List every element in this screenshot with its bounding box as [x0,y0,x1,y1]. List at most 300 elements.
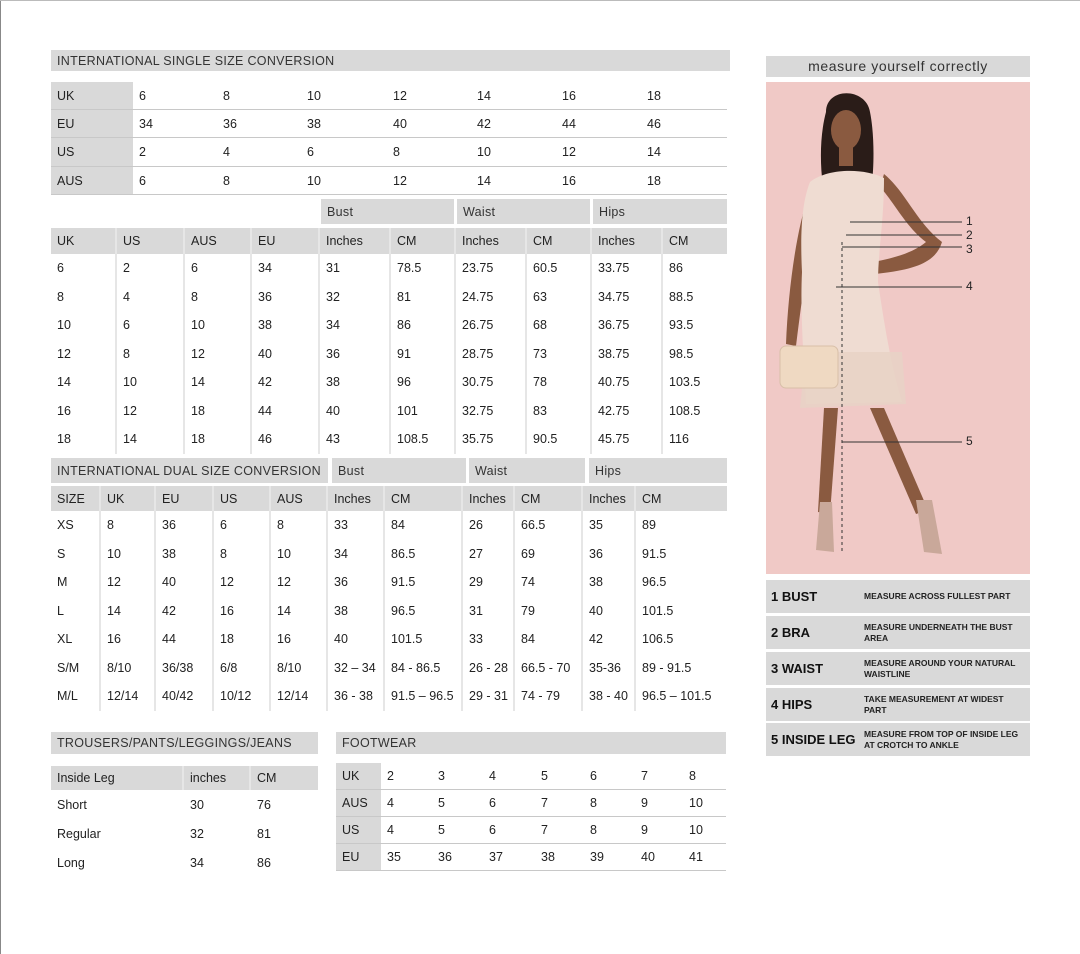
dual-cell: 12 [271,568,328,597]
dual-cell: S [51,540,101,569]
legend-key: 5 INSIDE LEG [771,732,856,747]
body-cell: 6 [51,254,117,283]
footwear-cell: 8 [584,790,635,817]
body-group-waist: Waist [457,199,590,224]
legend-hips [766,688,1030,721]
single-cell: 8 [217,82,301,110]
footwear-cell: 6 [483,790,535,817]
body-cell: 23.75 [456,254,527,283]
dual-cell: 35-36 [583,654,636,683]
footwear-cell: 38 [535,844,584,871]
body-cell: 42.75 [592,397,663,426]
dual-cell: 74 - 79 [515,682,583,711]
legend-bra [766,616,1030,649]
dual-col-header: UK [101,486,156,511]
body-cell: 83 [527,397,592,426]
body-cell: 68 [527,311,592,340]
body-cell: 90.5 [527,425,592,454]
dual-cell: 12 [214,568,271,597]
body-cell: 36 [252,283,320,312]
footwear-label: US [336,817,381,844]
dual-group-hips: Hips [589,458,727,483]
footwear-cell: 37 [483,844,535,871]
dual-cell: 86.5 [385,540,463,569]
body-cell: 8 [51,283,117,312]
dual-cell: 66.5 [515,511,583,540]
footwear-row-uk [336,763,726,790]
body-cell: 24.75 [456,283,527,312]
body-cell: 63 [527,283,592,312]
dual-cell: M/L [51,682,101,711]
body-cell: 78.5 [391,254,456,283]
dual-cell: 40 [583,597,636,626]
footwear-label: EU [336,844,381,871]
body-cell: 14 [117,425,185,454]
footwear-row-us [336,817,726,844]
footwear-cell: 5 [432,790,483,817]
marker-label: 1 [966,214,973,228]
dual-cell: 35 [583,511,636,540]
body-group-hips: Hips [593,199,727,224]
dual-cell: 40/42 [156,682,214,711]
single-row-us [51,138,727,167]
dual-cell: 101.5 [642,603,674,618]
dual-cell: 101.5 [385,625,463,654]
body-row [51,368,727,397]
dual-cell: 69 [515,540,583,569]
body-cell: 103.5 [669,375,701,390]
single-label: US [51,138,133,167]
dual-cell: 36/38 [156,654,214,683]
body-cell: 78 [527,368,592,397]
dual-col-header: Inches [328,486,385,511]
legend-waist [766,652,1030,685]
model-figure-illustration [766,82,1030,574]
footwear-cell: 36 [432,844,483,871]
dual-row [51,568,727,597]
dual-cell: 38 [156,540,214,569]
dual-cell: 34 [328,540,385,569]
body-cell: 108.5 [669,403,701,418]
body-cell: 18 [185,425,252,454]
dual-cell: 96.5 [642,575,667,590]
dual-col-header: Inches [463,486,515,511]
body-row [51,254,727,283]
marker-label: 5 [966,434,973,448]
single-label: EU [51,110,133,138]
dual-cell: 8 [214,540,271,569]
footwear-cell: 3 [432,763,483,790]
body-cell: 8 [117,340,185,369]
dual-cell: 96.5 [385,597,463,626]
footwear-cell: 7 [635,763,683,790]
legend-key: 3 WAIST [771,661,824,676]
dual-size-table [51,486,727,711]
dual-cell: 36 - 38 [328,682,385,711]
dual-col-header: EU [156,486,214,511]
footwear-cell: 5 [432,817,483,844]
legend-key: 4 HIPS [771,697,813,712]
dual-row [51,654,727,683]
footwear-cell: 2 [381,763,432,790]
trousers-cell: 86 [257,855,271,870]
body-cell: 36.75 [592,311,663,340]
body-col-header: UK [51,228,117,254]
dual-cell: 12/14 [271,682,328,711]
single-label: UK [51,82,133,110]
body-cell: 98.5 [669,346,694,361]
dual-cell: M [51,568,101,597]
trousers-row [51,848,318,877]
body-cell: 32.75 [456,397,527,426]
body-cell: 73 [527,340,592,369]
body-cell: 32 [320,283,391,312]
body-cell: 108.5 [391,425,456,454]
single-cell: 10 [301,82,387,110]
body-cell: 46 [252,425,320,454]
body-cell: 30.75 [456,368,527,397]
dual-cell: 40 [328,625,385,654]
single-cell: 12 [387,167,471,195]
dual-cell: 33 [463,625,515,654]
dual-cell: 10/12 [214,682,271,711]
body-col-header: US [117,228,185,254]
dual-cell: 74 [515,568,583,597]
body-cell: 91 [391,340,456,369]
page-frame-top [0,0,1080,1]
dual-cell: 12/14 [101,682,156,711]
dual-col-header: CM [515,486,583,511]
body-cell: 38 [252,311,320,340]
footwear-cell: 6 [584,763,635,790]
footwear-cell: 4 [381,817,432,844]
footwear-cell: 5 [535,763,584,790]
body-cell: 40 [252,340,320,369]
dual-col-header: Inches [583,486,636,511]
dual-col-header: US [214,486,271,511]
dual-cell: 38 [328,597,385,626]
body-group-bust: Bust [321,199,454,224]
dual-size-title: INTERNATIONAL DUAL SIZE CONVERSION [51,458,328,483]
single-cell: 18 [641,167,727,195]
dual-row [51,682,727,711]
body-cell: 26.75 [456,311,527,340]
body-header-row [51,228,727,254]
trousers-row [51,819,318,848]
trousers-col-header: Inside Leg [51,766,184,790]
footwear-title: FOOTWEAR [336,732,726,754]
body-row [51,340,727,369]
body-row [51,397,727,426]
single-cell: 10 [301,167,387,195]
single-cell: 18 [641,82,727,110]
trousers-table [51,766,318,877]
body-row [51,283,727,312]
dual-cell: S/M [51,654,101,683]
body-cell: 36 [320,340,391,369]
single-cell: 38 [301,110,387,138]
dual-group-waist: Waist [469,458,585,483]
body-cell: 60.5 [527,254,592,283]
single-cell: 6 [133,167,217,195]
body-cell: 28.75 [456,340,527,369]
dual-cell: 106.5 [642,632,674,647]
body-col-header: AUS [185,228,252,254]
single-size-title: INTERNATIONAL SINGLE SIZE CONVERSION [51,50,730,71]
body-col-header: Inches [456,228,527,254]
dual-cell: 10 [101,540,156,569]
dual-row [51,625,727,654]
footwear-cell: 40 [635,844,683,871]
body-cell: 81 [391,283,456,312]
body-cell: 10 [117,368,185,397]
body-col-header: CM [663,228,727,254]
dual-cell: 26 - 28 [463,654,515,683]
legend-bust [766,580,1030,613]
body-cell: 35.75 [456,425,527,454]
dual-cell: 29 - 31 [463,682,515,711]
dual-cell: 8 [101,511,156,540]
body-cell: 10 [51,311,117,340]
single-cell: 42 [471,110,556,138]
single-cell: 40 [387,110,471,138]
trousers-cell: Short [57,797,87,812]
dual-cell: 16 [271,625,328,654]
dual-cell: 38 - 40 [583,682,636,711]
model-photo [766,82,1030,574]
single-cell: 14 [471,82,556,110]
body-cell: 38 [320,368,391,397]
marker-label: 3 [966,242,973,256]
trousers-title: TROUSERS/PANTS/LEGGINGS/JEANS [51,732,318,754]
dual-header-row [51,486,727,511]
dual-cell: 36 [156,511,214,540]
body-col-header: Inches [320,228,391,254]
body-cell: 14 [51,368,117,397]
single-label: AUS [51,167,133,195]
dual-cell: 32 – 34 [328,654,385,683]
dual-cell: XL [51,625,101,654]
body-cell: 44 [252,397,320,426]
dual-cell: 91.5 [642,546,667,561]
trousers-cell: 30 [190,797,204,812]
dual-cell: 91.5 [385,568,463,597]
legend-desc: MEASURE FROM TOP OF INSIDE LEG AT CROTCH TO ANKLE [864,728,1019,750]
single-row-uk [51,82,727,110]
body-cell: 10 [185,311,252,340]
body-cell: 8 [185,283,252,312]
single-cell: 44 [556,110,641,138]
dual-cell: 36 [583,540,636,569]
single-row-eu [51,110,727,138]
footwear-cell: 10 [683,817,726,844]
dual-col-header: AUS [271,486,328,511]
footwear-row-eu [336,844,726,871]
dual-cell: 36 [328,568,385,597]
footwear-label: UK [336,763,381,790]
body-cell: 12 [51,340,117,369]
trousers-cell: Long [57,855,85,870]
dual-cell: 16 [214,597,271,626]
single-cell: 16 [556,167,641,195]
single-cell: 36 [217,110,301,138]
body-col-header: CM [527,228,592,254]
body-cell: 6 [117,311,185,340]
single-cell: 2 [133,138,217,167]
dual-cell: 8 [271,511,328,540]
marker-label: 2 [966,228,973,242]
trousers-header-row [51,766,318,790]
dual-col-header: CM [385,486,463,511]
trousers-cell: Regular [57,826,101,841]
footwear-cell: 4 [381,790,432,817]
body-cell: 2 [117,254,185,283]
dual-cell: 8/10 [271,654,328,683]
body-cell: 101 [391,397,456,426]
footwear-cell: 39 [584,844,635,871]
dual-row [51,540,727,569]
dual-cell: 84 - 86.5 [385,654,463,683]
dual-cell: 26 [463,511,515,540]
body-measurement-table [51,228,727,454]
body-cell: 45.75 [592,425,663,454]
body-cell: 18 [185,397,252,426]
dual-cell: 18 [214,625,271,654]
dual-cell: 38 [583,568,636,597]
dual-cell: 29 [463,568,515,597]
body-cell: 96 [391,368,456,397]
dual-cell: 14 [271,597,328,626]
footwear-cell: 10 [683,790,726,817]
dual-cell: 66.5 - 70 [515,654,583,683]
footwear-cell: 7 [535,817,584,844]
dual-cell: 12 [101,568,156,597]
page-frame-left [0,0,1,954]
dual-cell: 40 [156,568,214,597]
footwear-cell: 4 [483,763,535,790]
dual-cell: 8/10 [101,654,156,683]
body-cell: 93.5 [669,318,694,333]
dual-cell: L [51,597,101,626]
footwear-cell: 6 [483,817,535,844]
legend-desc: MEASURE AROUND YOUR NATURAL WAISTLINE [864,657,1016,679]
trousers-cell: 76 [257,797,271,812]
legend-desc: MEASURE UNDERNEATH THE BUST AREA [864,621,1013,643]
body-cell: 6 [185,254,252,283]
trousers-cell: 81 [257,826,271,841]
body-cell: 116 [669,432,689,447]
dual-cell: 96.5 – 101.5 [642,689,712,704]
dual-cell: 16 [101,625,156,654]
body-col-header: EU [252,228,320,254]
dual-row [51,511,727,540]
body-col-header: Inches [592,228,663,254]
body-cell: 31 [320,254,391,283]
footwear-cell: 35 [381,844,432,871]
trousers-cell: 34 [190,855,204,870]
dual-group-bust: Bust [332,458,466,483]
footwear-cell: 8 [683,763,726,790]
footwear-cell: 9 [635,817,683,844]
body-row [51,311,727,340]
footwear-label: AUS [336,790,381,817]
footwear-cell: 9 [635,790,683,817]
trousers-cell: 32 [190,826,204,841]
body-cell: 12 [185,340,252,369]
body-row [51,425,727,454]
body-cell: 86 [669,261,683,276]
measure-title: measure yourself correctly [766,56,1030,77]
dual-cell: 14 [101,597,156,626]
single-cell: 12 [556,138,641,167]
trousers-col-header: inches [184,766,251,790]
footwear-cell: 7 [535,790,584,817]
single-cell: 14 [641,138,727,167]
dual-col-header: CM [636,486,727,511]
legend-desc: MEASURE ACROSS FULLEST PART [864,591,1011,601]
body-cell: 42 [252,368,320,397]
footwear-cell: 41 [683,844,726,871]
dual-cell: 44 [156,625,214,654]
dual-cell: 31 [463,597,515,626]
single-row-aus [51,167,727,195]
dual-row [51,597,727,626]
dual-cell: 89 [642,518,656,533]
body-cell: 38.75 [592,340,663,369]
dual-cell: 79 [515,597,583,626]
body-cell: 16 [51,397,117,426]
single-cell: 46 [641,110,727,138]
dual-cell: 42 [156,597,214,626]
body-cell: 34 [320,311,391,340]
single-cell: 10 [471,138,556,167]
body-cell: 4 [117,283,185,312]
body-cell: 40.75 [592,368,663,397]
body-cell: 12 [117,397,185,426]
single-cell: 4 [217,138,301,167]
dual-cell: 84 [515,625,583,654]
legend-key: 1 BUST [771,589,818,604]
footwear-row-aus [336,790,726,817]
single-cell: 34 [133,110,217,138]
body-cell: 34 [252,254,320,283]
single-cell: 14 [471,167,556,195]
dual-cell: 42 [583,625,636,654]
dual-cell: 27 [463,540,515,569]
footwear-table [336,763,726,871]
dual-cell: 6 [214,511,271,540]
single-cell: 6 [133,82,217,110]
single-size-table [51,82,727,195]
body-cell: 86 [391,311,456,340]
body-cell: 43 [320,425,391,454]
dual-col-header: SIZE [51,486,101,511]
trousers-col-header: CM [251,766,318,790]
single-cell: 12 [387,82,471,110]
single-cell: 8 [217,167,301,195]
body-col-header: CM [391,228,456,254]
dual-cell: 10 [271,540,328,569]
legend-key: 2 BRA [771,625,811,640]
dual-cell: 6/8 [214,654,271,683]
body-cell: 14 [185,368,252,397]
body-cell: 18 [51,425,117,454]
dual-cell: 91.5 – 96.5 [385,682,463,711]
body-cell: 40 [320,397,391,426]
single-cell: 6 [301,138,387,167]
dual-cell: 89 - 91.5 [642,660,692,675]
marker-label: 4 [966,279,973,293]
